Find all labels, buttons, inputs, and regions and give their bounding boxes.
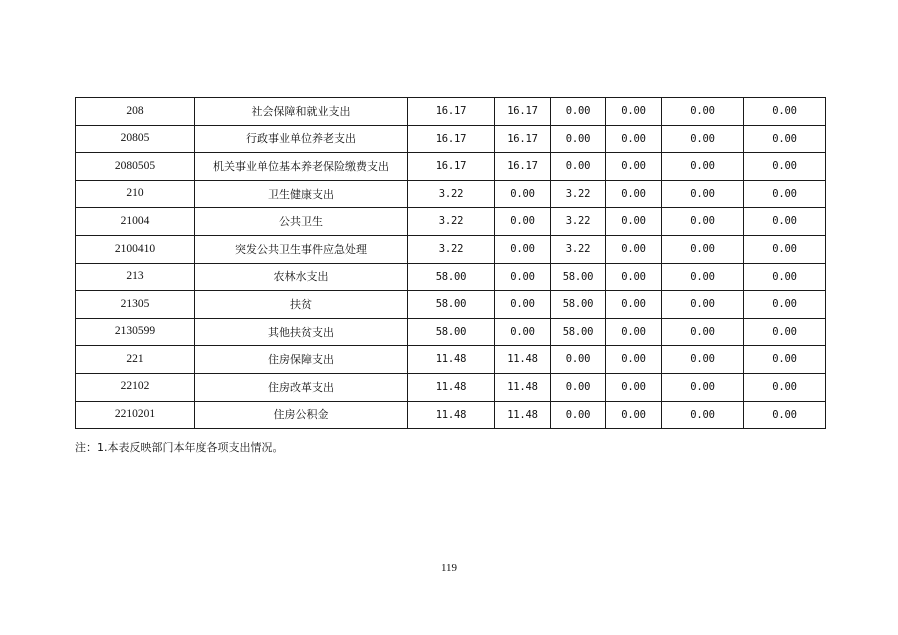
cell-column-6: 0.00 [744,235,826,263]
cell-function-name: 扶贫 [195,291,408,319]
expenditure-table [75,97,826,429]
cell-column-5: 0.00 [662,125,744,153]
cell-total: 58.00 [408,263,495,291]
cell-column-4: 0.00 [606,235,662,263]
cell-column-4: 0.00 [606,180,662,208]
cell-total: 3.22 [408,235,495,263]
cell-function-name: 卫生健康支出 [195,180,408,208]
cell-column-4: 0.00 [606,401,662,429]
cell-basic-expenditure: 11.48 [495,401,551,429]
cell-column-6: 0.00 [744,373,826,401]
cell-column-5: 0.00 [662,98,744,126]
cell-function-name: 住房公积金 [195,401,408,429]
cell-column-5: 0.00 [662,263,744,291]
cell-column-4: 0.00 [606,318,662,346]
table-row [76,208,826,236]
table-row [76,401,826,429]
cell-project-expenditure: 0.00 [551,125,606,153]
table-row [76,291,826,319]
cell-project-expenditure: 3.22 [551,208,606,236]
table-body [76,98,826,429]
cell-column-4: 0.00 [606,263,662,291]
cell-function-name: 住房改革支出 [195,373,408,401]
cell-basic-expenditure: 16.17 [495,98,551,126]
cell-total: 16.17 [408,125,495,153]
cell-column-5: 0.00 [662,373,744,401]
cell-column-5: 0.00 [662,401,744,429]
cell-column-6: 0.00 [744,180,826,208]
cell-column-5: 0.00 [662,235,744,263]
table-row [76,263,826,291]
cell-column-5: 0.00 [662,153,744,181]
cell-basic-expenditure: 0.00 [495,263,551,291]
cell-column-6: 0.00 [744,98,826,126]
cell-total: 58.00 [408,318,495,346]
cell-function-code: 21004 [76,208,195,236]
cell-column-6: 0.00 [744,208,826,236]
cell-function-code: 2130599 [76,318,195,346]
table-row [76,235,826,263]
table-row [76,318,826,346]
cell-total: 3.22 [408,208,495,236]
cell-project-expenditure: 0.00 [551,346,606,374]
cell-column-5: 0.00 [662,318,744,346]
cell-column-6: 0.00 [744,153,826,181]
cell-project-expenditure: 3.22 [551,235,606,263]
cell-function-code: 22102 [76,373,195,401]
cell-column-4: 0.00 [606,208,662,236]
cell-column-4: 0.00 [606,346,662,374]
table-row [76,153,826,181]
cell-function-name: 住房保障支出 [195,346,408,374]
cell-total: 11.48 [408,401,495,429]
cell-column-5: 0.00 [662,208,744,236]
cell-project-expenditure: 3.22 [551,180,606,208]
table-row [76,180,826,208]
cell-column-6: 0.00 [744,291,826,319]
cell-total: 11.48 [408,346,495,374]
cell-function-code: 2100410 [76,235,195,263]
cell-column-4: 0.00 [606,125,662,153]
cell-basic-expenditure: 0.00 [495,180,551,208]
cell-column-5: 0.00 [662,346,744,374]
cell-project-expenditure: 0.00 [551,153,606,181]
cell-function-code: 208 [76,98,195,126]
cell-function-code: 221 [76,346,195,374]
cell-project-expenditure: 0.00 [551,98,606,126]
cell-function-name: 农林水支出 [195,263,408,291]
cell-total: 58.00 [408,291,495,319]
cell-project-expenditure: 0.00 [551,401,606,429]
cell-basic-expenditure: 0.00 [495,318,551,346]
cell-function-name: 行政事业单位养老支出 [195,125,408,153]
cell-column-6: 0.00 [744,346,826,374]
cell-column-5: 0.00 [662,291,744,319]
cell-total: 16.17 [408,98,495,126]
cell-column-4: 0.00 [606,153,662,181]
cell-basic-expenditure: 16.17 [495,125,551,153]
cell-column-5: 0.00 [662,180,744,208]
cell-function-name: 其他扶贫支出 [195,318,408,346]
cell-total: 3.22 [408,180,495,208]
cell-project-expenditure: 58.00 [551,318,606,346]
cell-basic-expenditure: 16.17 [495,153,551,181]
cell-total: 16.17 [408,153,495,181]
cell-basic-expenditure: 11.48 [495,346,551,374]
cell-function-code: 2210201 [76,401,195,429]
cell-function-code: 213 [76,263,195,291]
cell-function-name: 公共卫生 [195,208,408,236]
cell-column-6: 0.00 [744,125,826,153]
cell-basic-expenditure: 0.00 [495,235,551,263]
cell-basic-expenditure: 11.48 [495,373,551,401]
page-number: 119 [440,562,458,574]
cell-function-code: 210 [76,180,195,208]
cell-project-expenditure: 58.00 [551,263,606,291]
cell-function-name: 突发公共卫生事件应急处理 [195,235,408,263]
cell-function-code: 20805 [76,125,195,153]
cell-column-4: 0.00 [606,373,662,401]
cell-project-expenditure: 58.00 [551,291,606,319]
cell-column-6: 0.00 [744,401,826,429]
table-row [76,98,826,126]
cell-function-code: 21305 [76,291,195,319]
cell-function-name: 社会保障和就业支出 [195,98,408,126]
cell-project-expenditure: 0.00 [551,373,606,401]
table-row [76,125,826,153]
cell-basic-expenditure: 0.00 [495,291,551,319]
cell-column-4: 0.00 [606,98,662,126]
table-row [76,373,826,401]
cell-column-6: 0.00 [744,318,826,346]
table-footnote: 注：1.本表反映部门本年度各项支出情况。 [75,441,284,454]
cell-function-name: 机关事业单位基本养老保险缴费支出 [195,153,408,181]
cell-total: 11.48 [408,373,495,401]
table-row [76,346,826,374]
cell-basic-expenditure: 0.00 [495,208,551,236]
cell-function-code: 2080505 [76,153,195,181]
cell-column-6: 0.00 [744,263,826,291]
cell-column-4: 0.00 [606,291,662,319]
